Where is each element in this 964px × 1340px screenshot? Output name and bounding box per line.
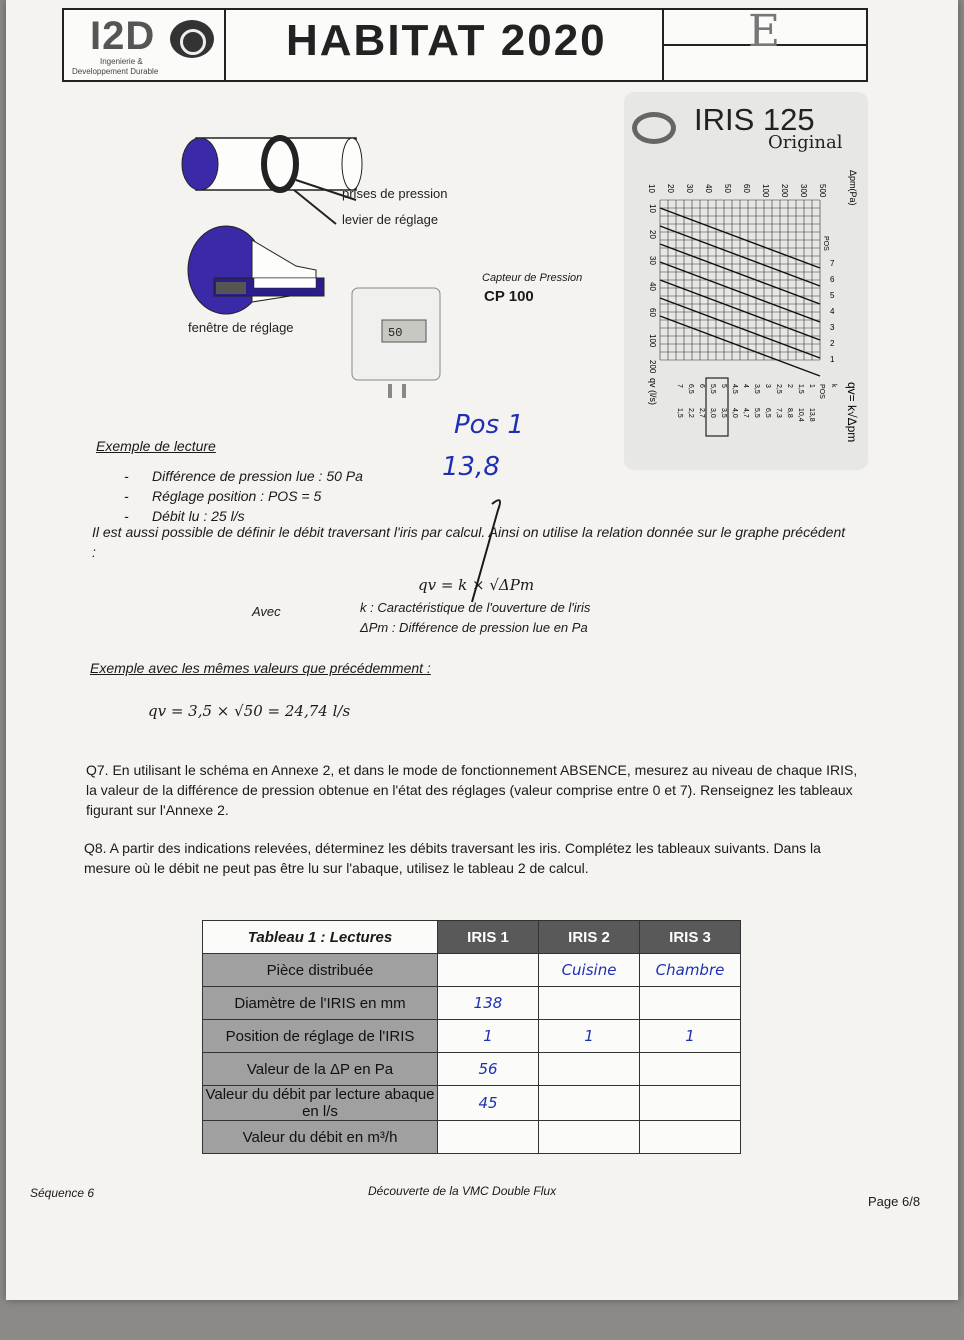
dp-tick-labels: [647, 184, 827, 198]
label-prises-de-pression: prises de pression: [342, 186, 448, 201]
table-cell[interactable]: [539, 987, 640, 1020]
row-label: Pièce distribuée: [203, 954, 438, 987]
footer-title: Découverte de la VMC Double Flux: [368, 1184, 557, 1198]
dp-axis-label: Δpm(Pa): [848, 170, 858, 206]
pos-axis-label: POS: [822, 236, 829, 251]
formula-qv: qv = k × √ΔPm: [418, 576, 535, 594]
label-levier-de-reglage: levier de réglage: [342, 212, 439, 227]
k-table-pos-value: 5: [720, 384, 727, 388]
k-table-pos-value: 4,5: [731, 384, 738, 394]
header-corner-letter: E: [748, 6, 781, 57]
iris-abaque-chart: [624, 156, 868, 470]
k-table-k-value: 6,5: [764, 408, 771, 418]
column-header: IRIS 1: [438, 921, 539, 954]
qv-tick-label: 40: [648, 282, 657, 291]
table-cell[interactable]: [539, 1086, 640, 1121]
logo-icon: [170, 20, 214, 58]
qv-axis-label: qv (l/s): [648, 378, 658, 405]
abaque-grid: [660, 200, 820, 376]
table-caption: Tableau 1 : Lectures: [203, 921, 438, 954]
footer-sequence: Séquence 6: [30, 1186, 95, 1200]
table-cell[interactable]: 1: [539, 1020, 640, 1053]
table-cell[interactable]: [640, 1086, 741, 1121]
k-table-pos-value: 2: [786, 384, 793, 388]
example-heading: Exemple de lecture: [96, 438, 216, 454]
qv-tick-labels: [648, 204, 657, 374]
definition-dp: ΔPm : Différence de pression lue en Pa: [360, 620, 588, 635]
k-table-k-value: 10,4: [797, 408, 804, 422]
table-cell[interactable]: [539, 1053, 640, 1086]
k-table-pos-value: 5,5: [709, 384, 716, 394]
k-table-pos-header: POS: [818, 384, 825, 399]
table-cell[interactable]: [640, 987, 741, 1020]
handwritten-value: 13,8: [442, 452, 500, 482]
table-cell[interactable]: [438, 1121, 539, 1154]
iris-formula: qv= k√Δpm: [845, 382, 859, 443]
k-table-pos-value: 3: [764, 384, 771, 388]
logo-subtitle-1: Ingenierie &: [100, 57, 143, 66]
table-cell[interactable]: [640, 1121, 741, 1154]
dp-tick-label: 20: [666, 184, 675, 193]
dp-tick-label: 40: [704, 184, 713, 193]
row-label: Valeur du débit par lecture abaque en l/s: [203, 1086, 438, 1121]
qv-tick-label: 20: [648, 230, 657, 239]
dp-tick-label: 60: [742, 184, 751, 193]
table-lectures: [202, 920, 741, 1154]
table-cell[interactable]: [539, 1121, 640, 1154]
k-table-k-value: 4,7: [742, 408, 749, 418]
iris-subtitle: Original: [768, 132, 843, 153]
document-title: HABITAT 2020: [286, 16, 607, 65]
handwritten-pos: Pos 1: [454, 410, 524, 440]
iris-125-card: [624, 92, 868, 470]
table-cell[interactable]: 1: [640, 1020, 741, 1053]
dp-tick-label: 10: [647, 184, 656, 193]
page-header: [62, 8, 868, 82]
table-row: [203, 1121, 741, 1154]
iris-logo-icon: [632, 112, 676, 144]
k-table-k-value: 13,8: [808, 408, 815, 422]
table-row: [203, 1053, 741, 1086]
k-table-k-value: 3,0: [709, 408, 716, 418]
logo-text: I2D: [90, 14, 156, 58]
k-table-k-value: 2,2: [687, 408, 694, 418]
iris-valve-diagram: [156, 120, 496, 410]
k-table-k-value: 3,5: [720, 408, 727, 418]
k-table-pos-value: 6,5: [687, 384, 694, 394]
label-fenetre-de-reglage: fenêtre de réglage: [188, 320, 294, 335]
table-cell[interactable]: 56: [438, 1053, 539, 1086]
dp-tick-label: 100: [761, 184, 770, 198]
question-q8: Q8. A partir des indications relevées, déterminez les débits traversant les iris. Complétez les tableaux suivants. Dans la mesure où le débit ne peut pas être lu sur l'abaque, utilisez le tableau 2 de calcul.: [84, 840, 821, 876]
k-table-pos-value: 1: [808, 384, 815, 388]
table-cell[interactable]: [640, 1053, 741, 1086]
qv-tick-label: 30: [648, 256, 657, 265]
qv-tick-label: 100: [648, 334, 657, 348]
column-header: IRIS 3: [640, 921, 741, 954]
table-cell[interactable]: Cuisine: [539, 954, 640, 987]
capteur-label: Capteur de Pression: [482, 272, 583, 284]
k-table-k-value: 5,5: [753, 408, 760, 418]
table-cell[interactable]: Chambre: [640, 954, 741, 987]
k-table-pos-value: 6: [698, 384, 705, 388]
k-table-k-value: 2,7: [698, 408, 705, 418]
table-header-row: [203, 921, 741, 954]
avec-label: Avec: [252, 604, 281, 619]
k-table-k-value: 7,3: [775, 408, 782, 418]
list-item: - Différence de pression lue : 50 Pa: [124, 468, 363, 484]
dp-tick-label: 200: [780, 184, 789, 198]
question-q7: Q7. En utilisant le schéma en Annexe 2, et dans le mode de fonctionnement ABSENCE, mesurez au niveau de chaque IRIS, la valeur de la différence de pression obtenue en l'état des réglages (valeur comprise entre 0 et 7). Renseignez les tableaux figurant sur l'Annexe 2.: [86, 762, 858, 818]
k-table-k-value: 1,5: [676, 408, 683, 418]
qv-tick-label: 200: [648, 360, 657, 374]
example-paragraph: Il est aussi possible de définir le débit traversant l'iris par calcul. Ainsi on utilise la relation donnée sur le graphe précédent :: [92, 524, 846, 560]
k-table-pos-value: 7: [676, 384, 683, 388]
example-heading-2: Exemple avec les mêmes valeurs que précédemment :: [90, 660, 431, 676]
duct-illustration: [182, 138, 362, 314]
k-table-pos-value: 4: [742, 384, 749, 388]
example-bullet-list: [124, 466, 363, 526]
pressure-sensor-illustration: [352, 288, 440, 398]
table-cell[interactable]: [438, 954, 539, 987]
pos-tick-label: 5: [830, 291, 835, 300]
logo-subtitle-2: Developpement Durable: [72, 67, 159, 76]
sensor-display-value: 50: [388, 326, 403, 340]
qv-tick-label: 10: [648, 204, 657, 213]
pos-tick-label: 3: [830, 323, 835, 332]
table-row: [203, 987, 741, 1020]
k-table-pos-value: 2,5: [775, 384, 782, 394]
row-label: Valeur du débit en m³/h: [203, 1121, 438, 1154]
logo: [64, 10, 226, 80]
capteur-model: CP 100: [484, 288, 534, 305]
table-cell[interactable]: 45: [438, 1086, 539, 1121]
dp-tick-label: 30: [685, 184, 694, 193]
qv-tick-label: 60: [648, 308, 657, 317]
k-table-k-value: 4,0: [731, 408, 738, 418]
dp-tick-label: 50: [723, 184, 732, 193]
k-table: [676, 378, 837, 436]
list-item: - Débit lu : 25 l/s: [124, 508, 245, 524]
calculation-example: qv = 3,5 × √50 = 24,74 l/s: [148, 702, 351, 720]
page-number: Page 6/8: [868, 1194, 921, 1209]
table-cell[interactable]: 138: [438, 987, 539, 1020]
table-cell[interactable]: 1: [438, 1020, 539, 1053]
definition-k: k : Caractéristique de l'ouverture de l'iris: [360, 600, 591, 615]
pos-tick-label: 6: [830, 275, 835, 284]
pos-tick-label: 7: [830, 259, 835, 268]
row-label: Diamètre de l'IRIS en mm: [203, 987, 438, 1020]
table-row: [203, 954, 741, 987]
pos-tick-label: 1: [830, 355, 835, 364]
row-label: Position de réglage de l'IRIS: [203, 1020, 438, 1053]
row-label: Valeur de la ΔP en Pa: [203, 1053, 438, 1086]
document-page: [6, 0, 958, 1300]
table-row: [203, 1086, 741, 1121]
list-item: - Réglage position : POS = 5: [124, 488, 322, 504]
iris-title: IRIS 125: [694, 102, 815, 137]
column-header: IRIS 2: [539, 921, 640, 954]
pos-tick-label: 2: [830, 339, 835, 348]
pos-tick-label: 4: [830, 307, 835, 316]
table-row: [203, 1020, 741, 1053]
k-table-pos-value: 3,5: [753, 384, 760, 394]
pos-tick-labels: [830, 259, 835, 364]
k-table-k-value: 8,8: [786, 408, 793, 418]
dp-tick-label: 500: [818, 184, 827, 198]
k-table-k-header: k: [830, 384, 837, 388]
dp-tick-label: 300: [799, 184, 808, 198]
k-table-pos-value: 1,5: [797, 384, 804, 394]
